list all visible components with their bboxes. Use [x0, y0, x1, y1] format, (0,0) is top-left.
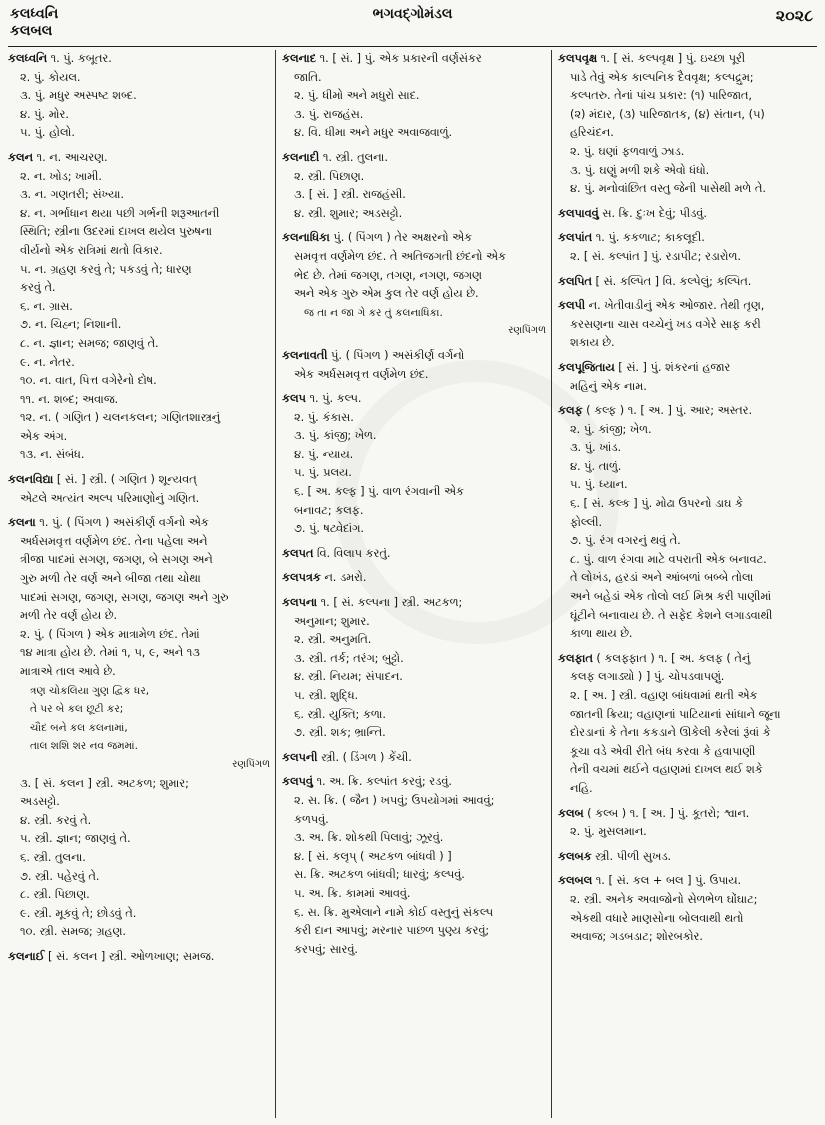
sense-line: ૫. ન. ગ્રહણ કરવું તે; પકડવું તે; ધારણ: [20, 262, 192, 276]
sense-line: ૪. સ્ત્રી. નિયમ; સંપાદન.: [294, 670, 403, 684]
sense-line: ૯. ન. નેતર.: [20, 355, 75, 369]
sense-line: દોરડાનાં કે તેના કકડાને ઊકેલી કરેલાં રૂંવાં કે: [570, 726, 771, 740]
definition-line: કલ્પતરુ. તેનાં પાંચ પ્રકાર: (૧) પારિજાત,: [570, 89, 752, 103]
header-rule: [8, 46, 817, 47]
sense-line: ૪. પું. ન્યાય.: [294, 447, 354, 461]
headword-line: કલપવું ૧. અ. ક્રિ. કલ્પાંત કરવું; રડવું.: [282, 775, 452, 789]
sense-line: ૨. પું. કોયલ.: [20, 70, 81, 84]
sense-line: ૪. પું. મોર.: [20, 107, 69, 121]
headword: કલફાત: [558, 651, 593, 665]
definition-line: અને એક ગુરુ એમ કુલ તેર વર્ણ હોય છે.: [294, 287, 479, 301]
dictionary-entry: [558, 229, 820, 266]
dictionary-entry: [282, 594, 546, 743]
headword-line: કલનાધિકા પું. ( પિંગળ ) તેર અક્ષરનો એક: [282, 231, 473, 245]
sense-line: ૭. સ્ત્રી. શક; ભ્રાન્તિ.: [294, 726, 386, 740]
dictionary-entry: [558, 297, 820, 353]
sense-line: ૮. પું. વાળ રંગવા માટે વપરાતી એક બનાવટ.: [570, 552, 767, 566]
definition-line: મહિનું એક નામ.: [570, 379, 647, 393]
sense-line: ૩. અ. ક્રિ. શોકથી પિલાવું; ઝૂરવું.: [294, 831, 444, 845]
headword: કલપૂજિતાય: [558, 360, 615, 374]
quotation-line: ત્રણ ચોકલિયા ગુણ દ્વિક ધર,: [30, 684, 150, 697]
sense-line: ૬. ન. ગ્રાસ.: [20, 299, 73, 313]
sense-line: ૩. પું. મધુર અસ્પષ્ટ શબ્દ.: [20, 89, 137, 103]
dictionary-entry: [558, 805, 820, 842]
sense-line: ૩. ન. ગણતરી; સંખ્યા.: [20, 188, 124, 202]
definition-line: સમવૃત્ત વર્ણમેળ છંદ. તે અતિજગતી છંદનો એક: [294, 249, 506, 263]
headword-line: કલફ ( કલ્ફ ) ૧. [ અ. ] પું. આર; અસ્તર.: [558, 404, 753, 418]
sense-line: ૬. સ્ત્રી. યુક્તિ; કળા.: [294, 707, 387, 721]
quotation-line: જ તા ન જા ગે કર તું કલનાધિકા.: [304, 306, 443, 319]
sense-line: ૫. પું. ધ્યાન.: [570, 478, 628, 492]
headword-line: કલનવિદ્યા [ સં. ] સ્ત્રી. ( ગણિત ) શૂન્યવત્: [8, 473, 197, 487]
headword-line: કલના ૧. પું. ( પિંગળ ) અસંકીર્ણ વર્ગનો એક: [8, 516, 209, 530]
sense-line: જાતની ક્રિયા; વહાણનાં પાટિયાનાં સાંધાને જૂના: [570, 707, 781, 721]
quotation-line: તાલ શશિ શર નવ જમમાં.: [30, 740, 138, 753]
sense-line: ૩. [ સં. ] સ્ત્રી. રાજહંસી.: [294, 188, 406, 202]
headword-line: કલન ૧. ન. આચરણ.: [8, 150, 108, 164]
headword-line: કલપના ૧. [ સં. કલ્પના ] સ્ત્રી. અટકળ;: [282, 596, 463, 610]
sense-line: કાળા થાય છે.: [570, 627, 633, 641]
sense-line: ૪. સ્ત્રી. કરવું તે.: [20, 813, 92, 827]
sense-line: ૬. સ્ત્રી. તુલના.: [20, 850, 86, 864]
sense-line: ૮. સ્ત્રી. પિછાણ.: [20, 888, 90, 902]
quotation-line: ચૌદ બને કલ કલનામાં,: [30, 721, 128, 734]
dictionary-entry: [8, 149, 270, 465]
sense-line: બનાવટ; કલફ.: [294, 503, 364, 517]
definition-line: ત્રીજા પાદમાં સગણ, જગણ, બે સગણ અને: [20, 553, 213, 567]
sense-line: ૨. પું. કંકાસ.: [294, 410, 354, 424]
headword-line: કલપત વિ. વિલાપ કરતું.: [282, 546, 391, 560]
sense-line: સ. ક્રિ. અટકળ બાંધવી; ધારવું; કલ્પવું.: [294, 868, 465, 882]
page-number: ૨૦૨૮: [775, 6, 813, 25]
sense-line: ૩. પું. ખાંડ.: [570, 441, 622, 455]
sense-line: ૬. [ અ. કલ્ફ ] પું. વાળ રંગવાની એક: [294, 485, 464, 499]
headword: કલપ: [282, 392, 306, 406]
headword-line: કલનાદી ૧. સ્ત્રી. તુલના.: [282, 150, 388, 164]
definition-line: શકાય છે.: [570, 336, 615, 350]
headword: કલનાવતી: [282, 348, 328, 362]
sense-line: કરપવું; સારવું.: [294, 942, 358, 956]
sense-line: એક અંગ.: [20, 429, 68, 443]
headword-line: કલપત્રક ન. ડમરો.: [282, 571, 367, 585]
headword-line: કલપાંત ૧. પું. કકળાટ; કાકલૂદી.: [558, 231, 705, 245]
dictionary-entry: [282, 749, 546, 768]
sense-line: ૭. પું. રંગ વગરનું થવું તે.: [570, 534, 681, 548]
sense-line: તે લોખંડ, હરડાં અને આંબળાં બબ્બે તોલા: [570, 571, 754, 585]
headword: કલપાવવું: [558, 206, 599, 220]
definition-line: ગુરુ મળી તેર વર્ણ અને બીજા તથા ચોથા: [20, 572, 201, 586]
guide-word-last: કલબલ: [10, 23, 53, 39]
sense-line: ૩. પું. ઘણું મળી શકે એવો ધંધો.: [570, 163, 710, 177]
dictionary-entry: [558, 205, 820, 224]
headword: કલબ: [558, 806, 584, 820]
headword-line: કલબ ( કલ્બ ) ૧. [ અ. ] પું. કૂતરો; શ્વાન.: [558, 806, 750, 820]
definition-line: કલફ લગાડ્યો ) ] પું. ચોપડવાપણું.: [570, 670, 725, 684]
headword: કલપત્રક: [282, 571, 321, 585]
definition-line: પાદમાં સગણ, જગણ, સગણ, જગણ અને ગુરુ: [20, 590, 229, 604]
dictionary-entry: [8, 471, 270, 508]
headword-line: કલબલ ૧. [ સં. કલ + બલ ] પું. ઉપાય.: [558, 874, 742, 888]
sense-line: ૫. પું. પ્રલય.: [294, 466, 352, 480]
sense-line: ૨. [ સં. કલ્પાંત ] પું. રડાપીટ; રડારોળ.: [570, 249, 741, 263]
sense-line: ૨. સ્ત્રી. અનુમતિ.: [294, 633, 372, 647]
sense-line: ૫. પું. હોલો.: [20, 126, 75, 140]
headword-line: કલપાવવું સ. ક્રિ. દુઃખ દેવું; પીડવું.: [558, 206, 707, 220]
sense-line: ૫. સ્ત્રી. જ્ઞાન; જાણવું તે.: [20, 832, 131, 846]
sense-line: ૩. સ્ત્રી. તર્ક; તરંગ; બુટ્ટો.: [294, 651, 404, 665]
column-3: [558, 50, 820, 1120]
dictionary-entry: [558, 402, 820, 644]
dictionary-entry: [558, 848, 820, 867]
dictionary-entry: [558, 359, 820, 396]
sense-line: માત્રાએ તાલ આવે છે.: [20, 665, 116, 678]
headword: કલનાઈ: [8, 949, 45, 963]
definition-line: એક અર્ધસમવૃત્ત વર્ણમેળ છંદ.: [294, 367, 429, 381]
headword-line: કલબક સ્ત્રી. પીળી સુખડ.: [558, 849, 672, 863]
sense-line: ૨. પું. કાંજી; ખેળ.: [570, 422, 652, 436]
headword: કલફ: [558, 404, 583, 418]
sense-line: ૧૧. ન. શબ્દ; અવાજ.: [20, 392, 119, 406]
sense-line: ૪. પું. મનોવાંછિત વસ્તુ જેની પાસેથી મળે તે.: [570, 182, 766, 196]
sense-line: ૨. ન. ખોડ; ખામી.: [20, 169, 102, 183]
sense-line: ૧૨. ન. ( ગણિત ) ચલનકલન; ગણિતશાસ્ત્રનું: [20, 411, 221, 425]
sense-line: ૫. અ. ક્રિ. કામમાં આવવું.: [294, 886, 411, 900]
headword: કલબક: [558, 849, 592, 863]
headword: કલપવૃક્ષ: [558, 52, 598, 65]
headword-line: કલનાદ ૧. [ સં. ] પું. એક પ્રકારની વર્ણસંકર: [282, 52, 482, 65]
page-header: [0, 0, 825, 48]
sense-line: કરવું તે.: [20, 281, 56, 295]
dictionary-entry: [282, 149, 546, 223]
definition-line: અનુમાન; શુમાર.: [294, 614, 370, 628]
dictionary-entry: [282, 545, 546, 564]
sense-line: ૨. સ્ત્રી. પિછાણ.: [294, 169, 365, 183]
definition-line: એટલે અત્યંત અલ્પ પરિમાણોનું ગણિત.: [20, 491, 200, 505]
column-divider: [551, 50, 552, 1118]
sense-line: ૭. પું. ષટ્વેદાંગ.: [294, 522, 364, 536]
guide-word-first: કલધ્વનિ: [10, 6, 59, 22]
headword-line: કલપી ન. ખેતીવાડીનું એક ઓજાર. તેથી તૃણ,: [558, 299, 765, 313]
headword: કલપિત: [558, 274, 592, 288]
dictionary-entry: [282, 773, 546, 959]
definition-line: મળી તેર વર્ણ હોય છે.: [20, 609, 118, 623]
sense-line: ૨. સ. ક્રિ. ( જૈન ) ખપવું; ઉપયોગમાં આવવું;: [294, 793, 495, 807]
headword: કલપની: [282, 750, 318, 764]
sense-line: ૨. પું. ધીમો અને મધુરો સાદ.: [294, 89, 420, 103]
sense-line: ઘૂંટીને બનાવાય છે. તે સફેદ કેશને લગાડવાથી: [570, 608, 773, 622]
headword-line: કલપ ૧. પું. કલ્પ.: [282, 392, 362, 406]
sense-line: ૭. સ્ત્રી. પહેરવું તે.: [20, 869, 100, 883]
dictionary-entry: [282, 347, 546, 384]
dictionary-entry: [558, 50, 820, 199]
sense-line: ૩. પું. રાજહંસ.: [294, 107, 364, 121]
headword: કલબલ: [558, 874, 593, 888]
headword: કલનાધિકા: [282, 231, 330, 245]
sense-line: કૂચા વડે એવી રીતે બંધ કરવા કે હવાપાણી: [570, 744, 756, 758]
headword: કલનાદ: [282, 52, 317, 65]
sense-line: ૨. પું. ( પિંગળ ) એક માત્રામેળ છંદ. તેમાં: [20, 627, 200, 641]
sense-line: ૪. વિ. ધીમા અને મધુર અવાજવાળું.: [294, 126, 453, 140]
dictionary-entry: [8, 50, 270, 143]
quotation-source: રણપિંગળ: [508, 325, 546, 337]
sense-line: ૬. સ. ક્રિ. મુએલાને નામે કોઈ વસ્તુનું સંકલ્પ: [294, 905, 494, 919]
sense-line: કરી દાન આપવું; મરનાર પાછળ પુણ્ય કરવું;: [294, 924, 490, 938]
headword: કલપી: [558, 299, 586, 313]
headword-line: કલપની સ્ત્રી. ( ડિંગળ ) કેંચી.: [282, 750, 412, 764]
definition-line: હરિચંદન.: [570, 126, 614, 140]
sense-line: ૪. [ સં. કલૃપ્ ( અટકળ બાંધવી ) ]: [294, 849, 452, 863]
sense-line: ૨. સ્ત્રી. અનેક અવાજોનો સેળભેળ ઘોંઘાટ;: [570, 892, 758, 906]
column-2: [282, 50, 546, 1120]
column-1: [8, 50, 270, 1120]
headword: કલપવું: [282, 775, 313, 789]
definition-line: કરસણના ચાસ વચ્ચેનું ખડ વગેરે સાફ કરી: [570, 317, 761, 331]
headword: કલન: [8, 150, 33, 164]
definition-line: અર્ધસમવૃત્ત વર્ણમેળ છંદ. તેના પહેલા અને: [20, 534, 208, 548]
sense-line: ૨. [ અ. ] સ્ત્રી. વહાણ બાંધવામાં થતી એક: [570, 689, 758, 702]
sense-line: ૭. ન. ચિહ્ન; નિશાની.: [20, 318, 122, 332]
sense-line: ૪. સ્ત્રી. શુમાર; અડસટ્ટો.: [294, 206, 403, 220]
headword: કલનવિદ્યા: [8, 473, 54, 487]
dictionary-entry: [282, 390, 546, 539]
sense-line: નહિ.: [570, 781, 593, 795]
headword: કલપાંત: [558, 231, 593, 245]
sense-line: એકથી વધારે માણસોના બોલવાથી થતો: [570, 911, 744, 925]
headword-line: કલપૂજિતાય [ સં. ] પું. શંકરનાં હજાર: [558, 360, 731, 374]
column-divider: [275, 50, 276, 1118]
sense-line: ૧૩. ન. સંબંધ.: [20, 448, 85, 462]
sense-line: ૩. પું. કાંજી; ખેળ.: [294, 429, 377, 443]
sense-line: ૧૪ માત્રા હોય છે. તેમાં ૧, ૫, ૯, અને ૧૩: [20, 646, 200, 660]
sense-line: ૩. [ સં. કલન ] સ્ત્રી. અટકળ; શુમાર;: [20, 776, 189, 790]
headword-line: કલધ્વનિ ૧. પું. કબૂતર.: [8, 52, 112, 65]
headword: કલના: [8, 516, 36, 530]
sense-line: ૮. ન. જ્ઞાન; સમજ; જાણવું તે.: [20, 336, 159, 350]
dictionary-entry: [282, 569, 546, 588]
dictionary-entry: [282, 229, 546, 341]
sense-line: અને બહેડાં એક તોલો લઈ મિશ્ર કરી પાણીમાં: [570, 590, 772, 604]
headword-line: કલપિત [ સં. કલ્પિત ] વિ. કલ્પેલું; કલ્પિત.: [558, 274, 752, 288]
sense-line: વીર્યનો એક રાત્રિમાં થતો વિકાર.: [20, 243, 163, 257]
dictionary-entry: [558, 872, 820, 946]
sense-line: ૨. પું. મુસલમાન.: [570, 825, 647, 839]
headword-line: કલનાવતી પું. ( પિંગળ ) અસંકીર્ણ વર્ગનો: [282, 348, 465, 362]
dictionary-entry: [558, 650, 820, 799]
quotation-source: રણપિંગળ: [232, 758, 270, 770]
headword: કલપના: [282, 596, 318, 610]
dictionary-entry: [8, 948, 270, 967]
sense-line: ફોલ્લી.: [570, 515, 603, 529]
headword: કલપત: [282, 546, 314, 560]
sense-line: ૧૦. ન. વાત, પિત્ત વગેરેનો દોષ.: [20, 374, 157, 388]
book-title: ભગવદ્ગોમંડલ: [372, 6, 453, 22]
sense-line: સ્થિતિ; સ્ત્રીના ઉદરમાં દાખલ થયેલ પુરુષના: [20, 225, 213, 239]
sense-line: કળપવું.: [294, 812, 329, 826]
headword-line: કલપવૃક્ષ ૧. [ સં. કલ્પવૃક્ષ ] પું. ઇચ્છા પૂરી: [558, 52, 746, 65]
sense-line: ૪. પું. તાળું.: [570, 459, 622, 473]
definition-line: ભેદ છે. તેમાં જગણ, તગણ, નગણ, જગણ: [294, 268, 482, 282]
dictionary-entry: [558, 273, 820, 292]
definition-line: (૨) મંદાર, (૩) પારિજાતક, (૪) સંતાન, (૫): [570, 107, 765, 121]
dictionary-entry: [282, 50, 546, 143]
headword: કલનાદી: [282, 150, 320, 164]
sense-line: ૫. સ્ત્રી. શુદ્ધિ.: [294, 689, 359, 702]
headword-line: કલનાઈ [ સં. કલન ] સ્ત્રી. ઓળખાણ; સમજ.: [8, 949, 215, 963]
sense-line: ૯. સ્ત્રી. મૂકવું તે; છોડવું તે.: [20, 906, 137, 920]
sense-line: તેની વચમાં થઈને વહાણમાં દાખલ થઈ શકે: [570, 763, 763, 777]
quotation-line: તે પર બે કલ છૂટી કર;: [30, 703, 124, 716]
headword-line: કલફાત ( કલફ્ફાત ) ૧. [ અ. કલફ ( તેનું: [558, 651, 751, 665]
sense-line: ૨. પું. ઘણાં ફળવાળું ઝાડ.: [570, 144, 685, 158]
definition-line: પાડે તેવું એક કાલ્પનિક દૈવવૃક્ષ; કલ્પદ્રુમ;: [570, 70, 754, 84]
sense-line: ૧૦. સ્ત્રી. સમજ; ગ્રહણ.: [20, 925, 126, 939]
definition-line: જાતિ.: [294, 70, 322, 84]
sense-line: અડસટ્ટો.: [20, 795, 60, 809]
sense-line: અવાજ; ગડબડાટ; શોરબકોર.: [570, 930, 703, 944]
headword: કલધ્વનિ: [8, 52, 47, 65]
sense-line: ૬. [ સં. કલ્ક ] પું. મોઢા ઉપરનો ડાઘ કે: [570, 497, 743, 511]
dictionary-entry: [8, 514, 270, 942]
sense-line: ૪. ન. ગર્ભાધાન થયા પછી ગર્ભની શરૂઆતની: [20, 206, 220, 220]
